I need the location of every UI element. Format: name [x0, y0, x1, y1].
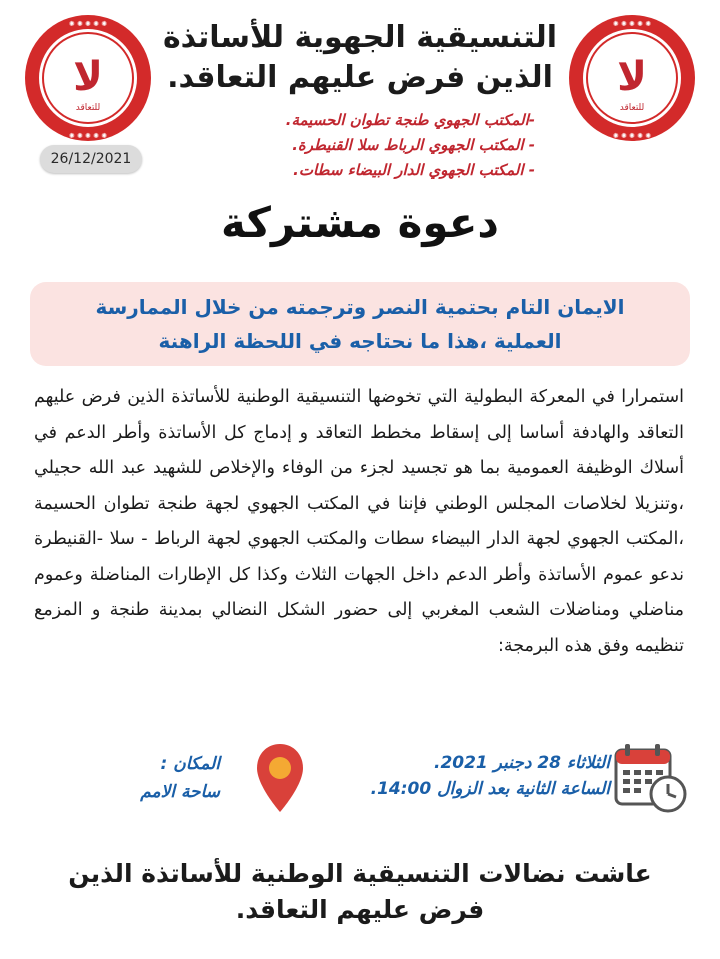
logo-left — [22, 12, 154, 144]
event-date: الثلاثاء 28 دجنبر 2021. — [433, 753, 610, 773]
page-title: دعوة مشتركة — [221, 198, 499, 247]
body-paragraph: استمرارا في المعركة البطولية التي تخوضها التنسيقية الوطنية للأساتذة الذين فرض عليهم التعاقد والهادفة أساسا إلى إسقاط مخطط التعاقد و إدماج كل الأساتذة وأطر الدعم في أسلاك الوظيفة العمومية بما هو تجسيد لجزء من الوفاء والإخلاص للشهيد عبد الله حجيلي ،وتنزيلا لخلاصات المجلس الوطني فإننا في المكتب الجهوي لجهة طنجة تطوان الحسيمة ،المكتب الجهوي لجهة الدار البيضاء سطات والمكتب الجهوي لجهة الرباط - سلا -القنيطرة ندعو عموم الأساتذة وأطر الدعم داخل الجهات الثلاث وكذا كل الإطارات المناضلة وعموم مناضلي ومناضلات الشعب المغربي إلى حضور الشكل النضالي بمدينة طنجة و المزمع تنظيمه وفق هذه البرمجة: — [34, 387, 684, 656]
event-info — [0, 742, 720, 822]
logo-glyph: لا — [73, 54, 103, 100]
svg-text:✺ ✺ ✺ ✺ ✺: ✺ ✺ ✺ ✺ ✺ — [612, 20, 652, 28]
quote-line1: الايمان التام بحتمية النصر وترجمته من خلال الممارسة — [95, 295, 625, 319]
header-title — [150, 18, 570, 98]
event-place-label: المكان : — [160, 754, 220, 774]
quote-text — [50, 290, 670, 358]
office-item: - المكتب الجهوي الرباط سلا القنيطرة. — [292, 136, 535, 154]
quote-line2: العملية ،هذا ما نحتاجه في اللحظة الراهنة — [158, 329, 562, 353]
quote-box — [30, 282, 690, 366]
logo-right — [566, 12, 698, 144]
header-title-line1: التنسيقية الجهوية للأساتذة — [162, 20, 558, 55]
svg-text:✺ ✺ ✺ ✺ ✺: ✺ ✺ ✺ ✺ ✺ — [612, 132, 652, 140]
header-title-line2: الذين فرض عليهم التعاقد. — [167, 60, 553, 95]
logo-glyph: لا — [617, 54, 647, 100]
event-time: الساعة الثانية بعد الزوال 14:00. — [370, 779, 610, 799]
svg-text:✺ ✺ ✺ ✺ ✺: ✺ ✺ ✺ ✺ ✺ — [68, 132, 108, 140]
event-place-value: ساحة الامم — [140, 782, 220, 802]
svg-text:✺ ✺ ✺ ✺ ✺: ✺ ✺ ✺ ✺ ✺ — [68, 20, 108, 28]
closing-slogan — [60, 856, 660, 928]
logo-caption: للتعاقد — [619, 103, 645, 113]
closing-line2: فرض عليهم التعاقد. — [235, 895, 485, 924]
offices-list — [160, 108, 535, 183]
date-badge: 26/12/2021 — [40, 145, 142, 173]
location-pin-icon — [255, 742, 305, 814]
office-item: -المكتب الجهوي طنجة تطوان الحسيمة. — [285, 111, 535, 129]
office-item: - المكتب الجهوي الدار البيضاء سطات. — [293, 161, 535, 179]
calendar-clock-icon — [612, 742, 688, 814]
event-when — [360, 750, 610, 802]
logo-caption: للتعاقد — [75, 103, 101, 113]
event-where — [80, 750, 220, 806]
closing-line1: عاشت نضالات التنسيقية الوطنية للأساتذة الذين — [68, 859, 652, 888]
